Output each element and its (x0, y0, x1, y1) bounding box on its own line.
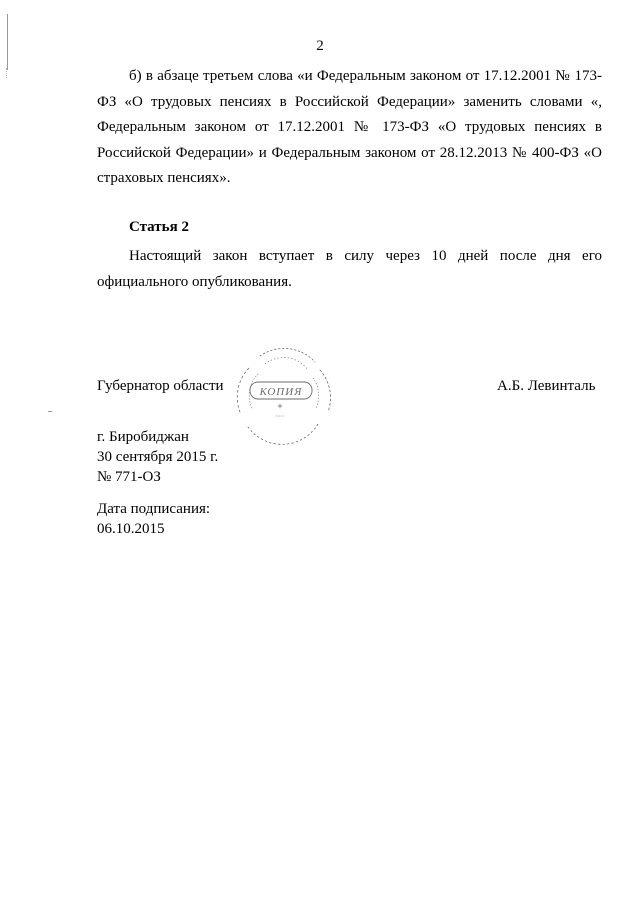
document-number: № 771-ОЗ (97, 469, 161, 485)
scan-artifact (48, 411, 52, 412)
margin-scan-dots (6, 68, 10, 78)
stamp-label: КОПИЯ (259, 386, 303, 398)
article-2-text: Настоящий закон вступает в силу через 10 дней после дня его официального опубликования. (97, 248, 602, 290)
copy-stamp (220, 342, 340, 452)
page-number: 2 (316, 38, 324, 54)
paragraph-b: б) в абзаце третьем слова «и Федеральным законом от 17.12.2001 № 173-ФЗ «О трудовых пенсиях в Российской Федерации» заменить словами «, Федеральным законом от 17.12.2001 № 173-ФЗ «О трудовых пенсиях в Российской Федерации» и Федеральным законом от 28.12.2013 № 400-ФЗ «О страховых пенсиях». (97, 68, 602, 186)
signing-date-value: 06.10.2015 (97, 521, 165, 537)
stamp-seal-icon (220, 342, 340, 452)
signing-date-label: Дата подписания: (97, 501, 211, 517)
city-line: г. Биробиджан (97, 429, 189, 445)
signer-title: Губернатор области (97, 378, 224, 394)
article-2-heading: Статья 2 (129, 219, 189, 235)
document-date: 30 сентября 2015 г. (97, 449, 219, 465)
signer-name: А.Б. Левинталь (497, 378, 596, 394)
